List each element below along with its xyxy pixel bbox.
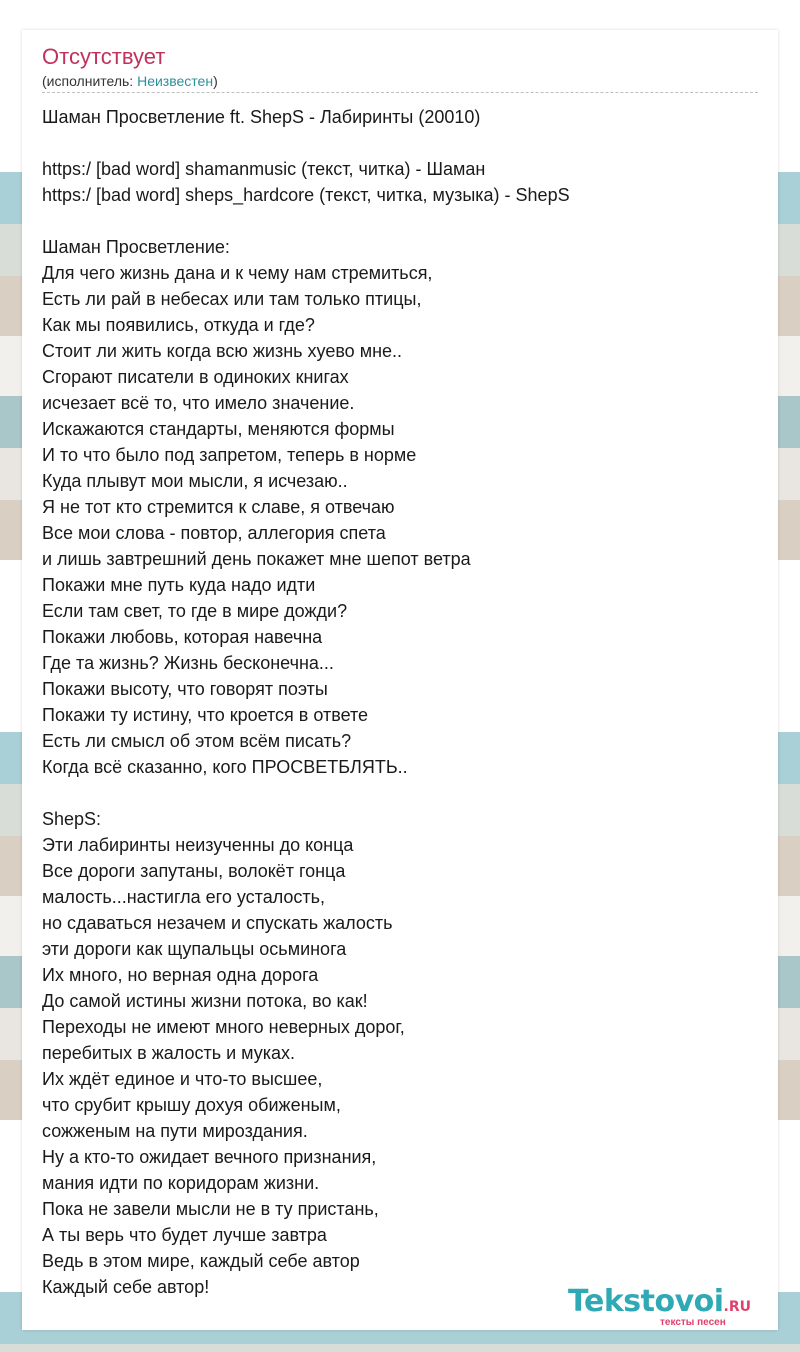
lyric-line: https:/ [bad word] sheps_hardcore (текст, читка, музыка) - ShepS xyxy=(42,185,570,205)
lyric-line: А ты верь что будет лучше завтра xyxy=(42,1225,327,1245)
lyric-line: исчезает всё то, что имело значение. xyxy=(42,393,355,413)
lyric-line: Все дороги запутаны, волокёт гонца xyxy=(42,861,346,881)
lyric-line: Покажи любовь, которая навечна xyxy=(42,627,323,647)
lyric-line: Есть ли рай в небесах или там только птицы, xyxy=(42,289,422,309)
logo-tagline: тексты песен xyxy=(660,1317,726,1328)
song-title: Отсутствует xyxy=(42,44,166,69)
lyric-line: Переходы не имеют много неверных дорог, xyxy=(42,1017,405,1037)
lyric-line: Стоит ли жить когда всю жизнь хуево мне.. xyxy=(42,341,403,361)
logo-name: Tekstovoi xyxy=(568,1284,724,1319)
lyric-line: Как мы появились, откуда и где? xyxy=(42,315,315,335)
lyric-line: Пока не завели мысли не в ту пристань, xyxy=(42,1199,379,1219)
lyrics-text xyxy=(42,104,570,1300)
lyric-line: Ведь в этом мире, каждый себе автор xyxy=(42,1251,360,1271)
lyric-line: Есть ли смысл об этом всём писать? xyxy=(42,731,352,751)
lyric-line: Шаман Просветление: xyxy=(42,237,230,257)
lyric-line: Эти лабиринты неизученны до конца xyxy=(42,835,354,855)
header-divider xyxy=(42,92,758,93)
artist-line xyxy=(42,72,218,90)
lyric-line: До самой истины жизни потока, во как! xyxy=(42,991,368,1011)
lyric-line: Все мои слова - повтор, аллегория спета xyxy=(42,523,386,543)
lyric-line: Когда всё сказанно, кого ПРОСВЕТБЛЯТЬ.. xyxy=(42,757,408,777)
lyric-line: Покажи высоту, что говорят поэты xyxy=(42,679,328,699)
lyric-line: но сдаваться незачем и спускать жалость xyxy=(42,913,393,933)
lyric-line: перебитых в жалость и муках. xyxy=(42,1043,295,1063)
lyric-line: Шаман Просветление ft. ShepS - Лабиринты (20010) xyxy=(42,107,481,127)
lyric-line: Покажи мне путь куда надо идти xyxy=(42,575,316,595)
lyric-line: Их ждёт единое и что-то высшее, xyxy=(42,1069,323,1089)
site-logo[interactable] xyxy=(568,1286,778,1326)
lyric-line: Искажаются стандарты, меняются формы xyxy=(42,419,395,439)
lyric-line: Если там свет, то где в мире дожди? xyxy=(42,601,348,621)
lyric-line: ShepS: xyxy=(42,809,102,829)
logo-domain: .RU xyxy=(723,1299,752,1315)
lyric-line: малость...настигла его усталость, xyxy=(42,887,326,907)
lyric-line: Сгорают писатели в одиноких книгах xyxy=(42,367,349,387)
lyric-line: Где та жизнь? Жизнь бесконечна... xyxy=(42,653,334,673)
lyric-line: эти дороги как щупальцы осьминога xyxy=(42,939,347,959)
lyric-line: https:/ [bad word] shamanmusic (текст, читка) - Шаман xyxy=(42,159,486,179)
lyric-line: И то что было под запретом, теперь в норме xyxy=(42,445,417,465)
lyric-line: Их много, но верная одна дорога xyxy=(42,965,319,985)
artist-prefix: (исполнитель: xyxy=(42,73,138,89)
lyrics-card xyxy=(22,30,778,1330)
lyric-line: сожженым на пути мироздания. xyxy=(42,1121,308,1141)
lyric-line: мания идти по коридорам жизни. xyxy=(42,1173,320,1193)
lyric-line: Я не тот кто стремится к славе, я отвечаю xyxy=(42,497,395,517)
lyric-line: Ну а кто-то ожидает вечного признания, xyxy=(42,1147,377,1167)
artist-link[interactable]: Неизвестен xyxy=(137,73,214,89)
lyric-line: Покажи ту истину, что кроется в ответе xyxy=(42,705,369,725)
lyric-line: и лишь завтрешний день покажет мне шепот ветра xyxy=(42,549,471,569)
lyric-line: что срубит крышу дохуя обиженым, xyxy=(42,1095,341,1115)
lyric-line: Каждый себе автор! xyxy=(42,1277,210,1297)
artist-suffix: ) xyxy=(213,73,218,89)
lyric-line: Куда плывут мои мысли, я исчезаю.. xyxy=(42,471,348,491)
lyric-line: Для чего жизнь дана и к чему нам стремиться, xyxy=(42,263,433,283)
